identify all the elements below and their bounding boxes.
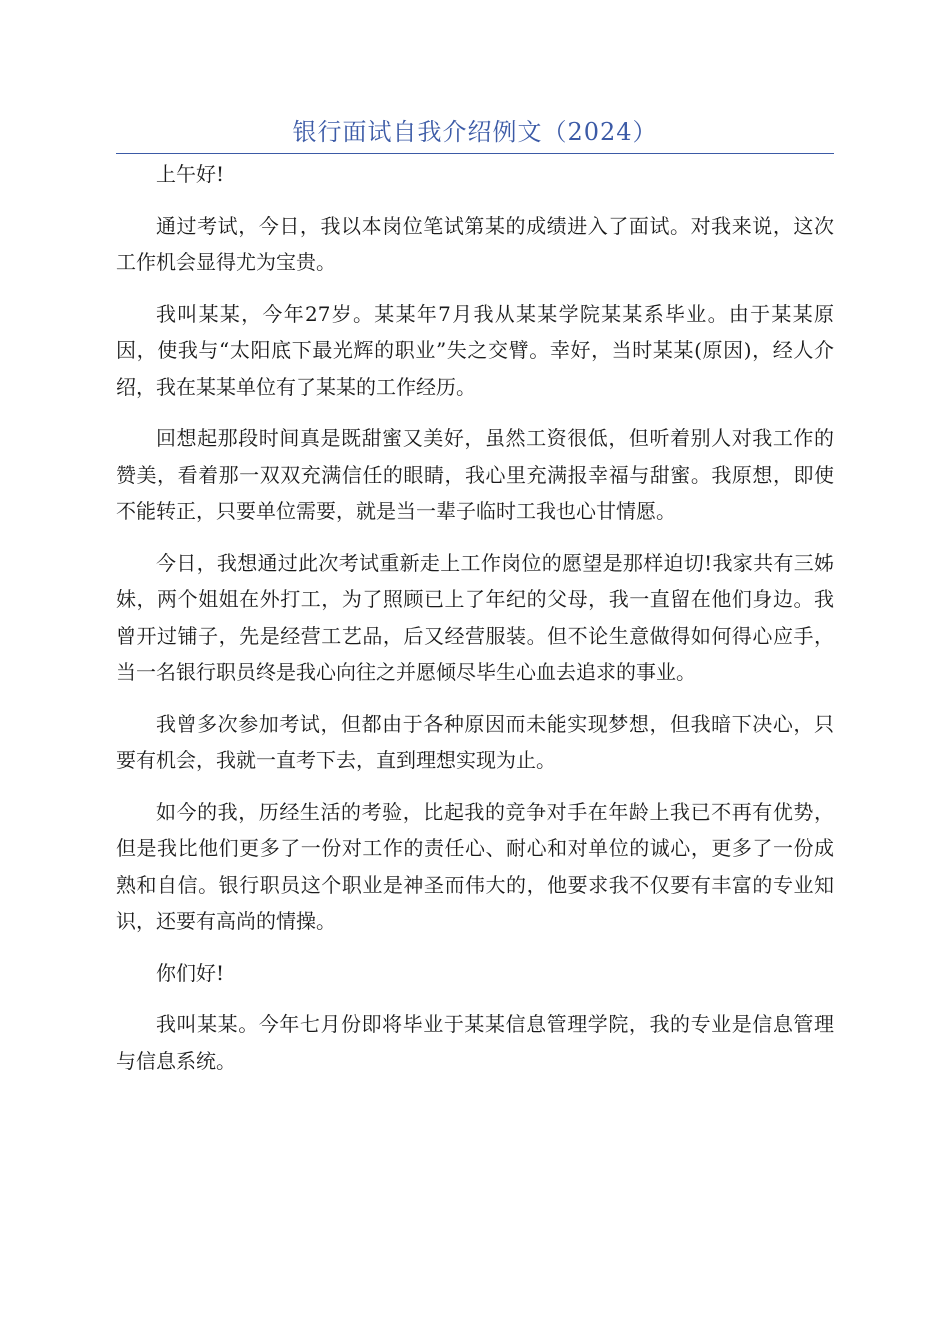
paragraph: 我叫某某，今年27岁。某某年7月我从某某学院某某系毕业。由于某某原因，使我与“太阳底下最光辉的职业”失之交臂。幸好，当时某某(原因)，经人介绍，我在某某单位有了某某的工作经历。 [116, 301, 834, 399]
paragraph: 如今的我，历经生活的考验，比起我的竞争对手在年龄上我已不再有优势，但是我比他们更多了一份对工作的责任心、耐心和对单位的诚心，更多了一份成熟和自信。银行职员这个职业是神圣而伟大的，他要求我不仅要有丰富的专业知识，还要有高尚的情操。 [116, 799, 834, 933]
paragraph-greeting: 你们好! [156, 960, 225, 985]
paragraph: 我曾多次参加考试，但都由于各种原因而未能实现梦想，但我暗下决心，只要有机会，我就一直考下去，直到理想实现为止。 [116, 711, 834, 772]
document-title: 银行面试自我介绍例文（2024） [292, 118, 658, 146]
paragraph: 通过考试，今日，我以本岗位笔试第某的成绩进入了面试。对我来说，这次工作机会显得尤为宝贵。 [116, 213, 834, 274]
paragraph: 回想起那段时间真是既甜蜜又美好，虽然工资很低，但听着别人对我工作的赞美，看着那一双双充满信任的眼睛，我心里充满报幸福与甜蜜。我原想，即使不能转正，只要单位需要，就是当一辈子临时工我也心甘情愿。 [116, 426, 834, 523]
document-body [116, 148, 834, 1094]
paragraph: 今日，我想通过此次考试重新走上工作岗位的愿望是那样迫切!我家共有三姊妹，两个姐姐在外打工，为了照顾已上了年纪的父母，我一直留在他们身边。我曾开过铺子，先是经营工艺品，后又经营服装。但不论生意做得如何得心应手，当一名银行职员终是我心向往之并愿倾尽毕生心血去追求的事业。 [116, 550, 834, 684]
paragraph-greeting: 上午好! [156, 162, 225, 186]
paragraph: 我叫某某。今年七月份即将毕业于某某信息管理学院，我的专业是信息管理与信息系统。 [116, 1012, 834, 1073]
